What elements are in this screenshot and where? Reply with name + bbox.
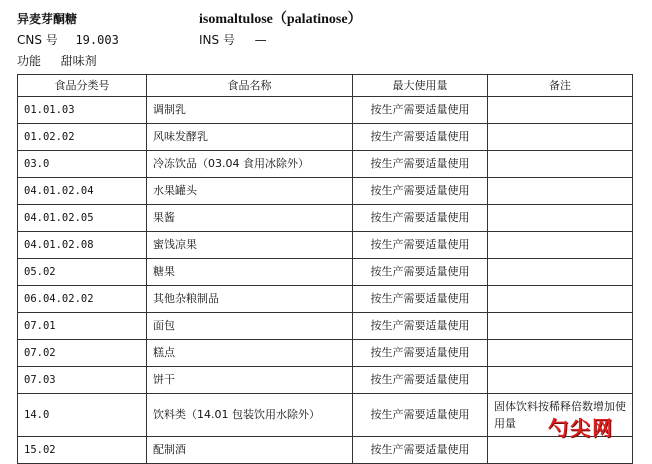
- cell-note: [488, 367, 633, 394]
- cns-label: CNS 号: [17, 33, 58, 47]
- ins-row: [199, 31, 267, 48]
- cell-name: 其他杂粮制品: [147, 286, 353, 313]
- cell-name: 糖果: [147, 259, 353, 286]
- table-row: [18, 367, 633, 394]
- table-row: [18, 124, 633, 151]
- column-header-code: 食品分类号: [18, 75, 147, 97]
- cell-name: 饮料类（14.01 包装饮用水除外）: [147, 394, 353, 437]
- cell-name: 饼干: [147, 367, 353, 394]
- cell-note: 固体饮料按稀释倍数增加使用量: [488, 394, 633, 437]
- cell-code: 15.02: [18, 437, 147, 464]
- cell-usage: 按生产需要适量使用: [353, 367, 488, 394]
- table-row: [18, 340, 633, 367]
- cell-code: 06.04.02.02: [18, 286, 147, 313]
- cell-note: [488, 124, 633, 151]
- cell-note: [488, 97, 633, 124]
- cell-code: 14.0: [18, 394, 147, 437]
- cell-usage: 按生产需要适量使用: [353, 286, 488, 313]
- cns-value: 19.003: [75, 33, 119, 47]
- cell-note: [488, 313, 633, 340]
- cell-code: 07.02: [18, 340, 147, 367]
- cell-usage: 按生产需要适量使用: [353, 259, 488, 286]
- cell-code: 07.03: [18, 367, 147, 394]
- additive-name-zh: 异麦芽酮糖: [17, 12, 78, 26]
- cell-name: 蜜饯凉果: [147, 232, 353, 259]
- table-row: [18, 286, 633, 313]
- cell-usage: 按生产需要适量使用: [353, 394, 488, 437]
- site-watermark: 勺尖网: [548, 416, 614, 440]
- table-row: [18, 313, 633, 340]
- cell-usage: 按生产需要适量使用: [353, 151, 488, 178]
- cell-code: 05.02: [18, 259, 147, 286]
- cell-usage: 按生产需要适量使用: [353, 437, 488, 464]
- column-header-note: 备注: [488, 75, 633, 97]
- cell-name: 水果罐头: [147, 178, 353, 205]
- table-row: [18, 97, 633, 124]
- cell-name: 配制酒: [147, 437, 353, 464]
- cell-code: 04.01.02.08: [18, 232, 147, 259]
- column-header-usage: 最大使用量: [353, 75, 488, 97]
- function-row: [17, 52, 97, 69]
- cell-name: 果酱: [147, 205, 353, 232]
- cell-name: 风味发酵乳: [147, 124, 353, 151]
- cell-note: [488, 151, 633, 178]
- cell-note: [488, 286, 633, 313]
- cell-note: [488, 178, 633, 205]
- cell-code: 01.01.03: [18, 97, 147, 124]
- cell-code: 03.0: [18, 151, 147, 178]
- cell-code: 01.02.02: [18, 124, 147, 151]
- additive-name-en: isomaltulose（palatinose）: [199, 12, 362, 27]
- cell-note: [488, 205, 633, 232]
- cell-note: [488, 232, 633, 259]
- cell-usage: 按生产需要适量使用: [353, 313, 488, 340]
- cns-row: [17, 31, 119, 48]
- column-header-name: 食品名称: [147, 75, 353, 97]
- table-row: [18, 437, 633, 464]
- cell-note: [488, 259, 633, 286]
- function-value: 甜味剂: [60, 54, 97, 68]
- cell-code: 07.01: [18, 313, 147, 340]
- cell-code: 04.01.02.05: [18, 205, 147, 232]
- cell-usage: 按生产需要适量使用: [353, 205, 488, 232]
- cell-name: 调制乳: [147, 97, 353, 124]
- table-row: [18, 232, 633, 259]
- cell-usage: 按生产需要适量使用: [353, 124, 488, 151]
- table-row: [18, 151, 633, 178]
- table-row: [18, 259, 633, 286]
- cell-name: 面包: [147, 313, 353, 340]
- cell-name: 冷冻饮品（03.04 食用冰除外）: [147, 151, 353, 178]
- function-label: 功能: [17, 54, 42, 68]
- cell-usage: 按生产需要适量使用: [353, 340, 488, 367]
- table-header-row: [18, 75, 633, 97]
- cell-name: 糕点: [147, 340, 353, 367]
- table-row: [18, 178, 633, 205]
- usage-table: [17, 74, 633, 464]
- table-row: [18, 394, 633, 437]
- ins-label: INS 号: [199, 33, 235, 47]
- cell-note: [488, 340, 633, 367]
- cell-usage: 按生产需要适量使用: [353, 178, 488, 205]
- cell-usage: 按生产需要适量使用: [353, 232, 488, 259]
- ins-value: —: [254, 33, 267, 47]
- table-row: [18, 205, 633, 232]
- cell-code: 04.01.02.04: [18, 178, 147, 205]
- cell-usage: 按生产需要适量使用: [353, 97, 488, 124]
